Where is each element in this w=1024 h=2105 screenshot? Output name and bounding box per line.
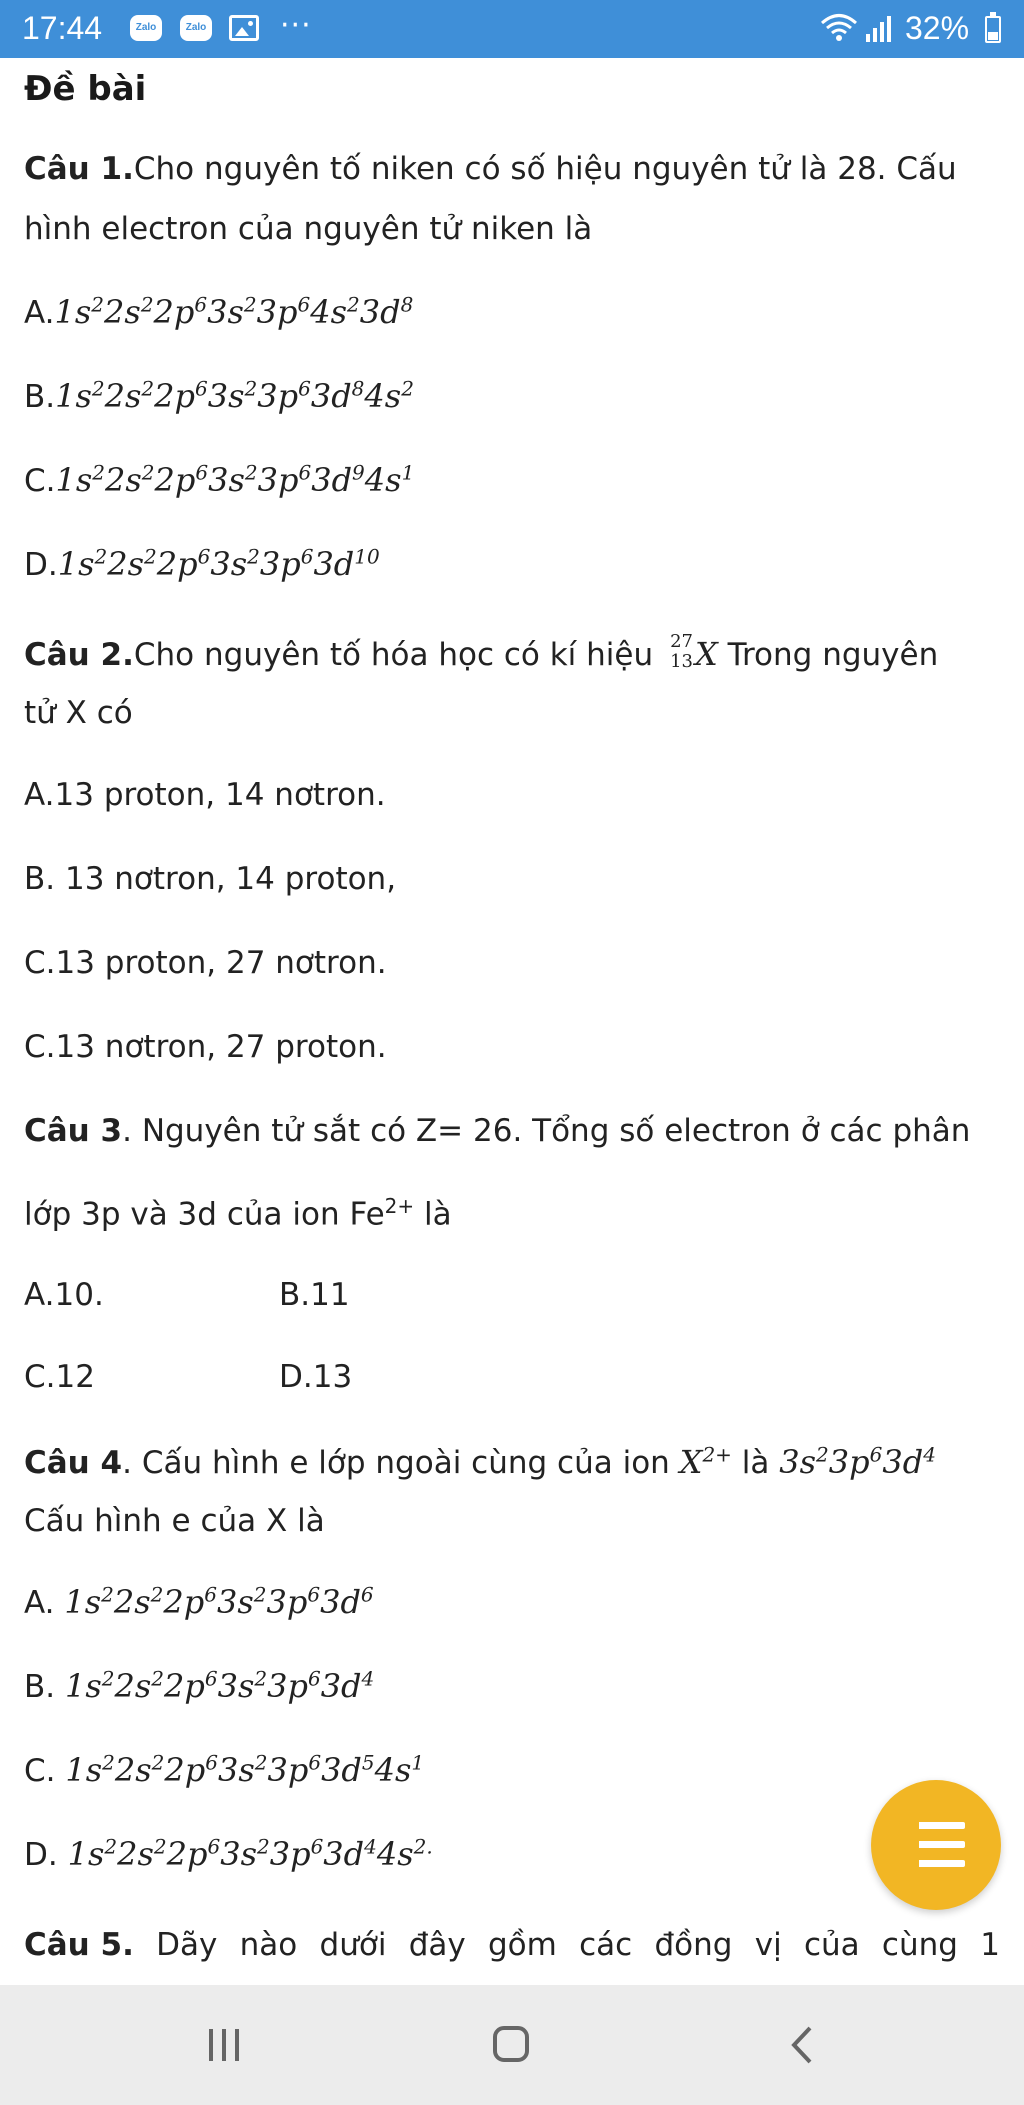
- q3-option-b[interactable]: B.11: [279, 1277, 350, 1313]
- q3-line2: lớp 3p và 3d của ion $Fe^{2+}$ là: [24, 1194, 452, 1233]
- q1-option-b[interactable]: $B.1s^22s^22p^63s^23p^63d^84s^2$: [24, 376, 414, 415]
- q3-option-d[interactable]: D.13: [279, 1359, 353, 1395]
- wifi-icon: [820, 12, 858, 44]
- q4-option-a[interactable]: A. $1s^22s^22p^63s^23p^63d^6$: [24, 1582, 374, 1621]
- q1-text: Cho nguyên tố niken có số hiệu nguyên tử là 28. Cấu: [133, 151, 957, 187]
- zalo-notification-icon: Zalo: [180, 15, 212, 41]
- table-of-contents-button[interactable]: [871, 1780, 1001, 1910]
- nuclide-symbol: 27 13: [670, 631, 693, 672]
- q2-option-d[interactable]: C.13 nơtron, 27 proton.: [24, 1029, 387, 1065]
- q1-line1: [24, 148, 957, 191]
- q3-line1: Câu 3. Nguyên tử sắt có Z= 26. Tổng số electron ở các phân: [24, 1113, 971, 1149]
- gallery-notification-icon: [229, 15, 259, 41]
- q1-label: Câu 1.: [24, 151, 134, 187]
- battery-percent: 32%: [905, 10, 970, 46]
- back-button[interactable]: [790, 2025, 814, 2065]
- q4-option-b[interactable]: B. $1s^22s^22p^63s^23p^63d^4$: [24, 1666, 375, 1705]
- q2-option-a[interactable]: A.13 proton, 14 nơtron.: [24, 777, 386, 813]
- q1-option-d[interactable]: $D.1s^22s^22p^63s^23p^63d^{10}$: [24, 544, 380, 583]
- q3-option-a[interactable]: A.10.: [24, 1277, 104, 1313]
- more-notifications-icon: ···: [280, 8, 312, 43]
- q1-line2: hình electron của nguyên tử niken là: [24, 211, 593, 247]
- q2-option-c[interactable]: C.13 proton, 27 nơtron.: [24, 945, 387, 981]
- home-button[interactable]: [493, 2026, 529, 2062]
- q4-option-d[interactable]: D. $1s^22s^22p^63s^23p^63d^44s^{2.}$: [24, 1834, 433, 1873]
- q4-line2: Cấu hình e của X là: [24, 1503, 325, 1539]
- q2-option-b[interactable]: B. 13 nơtron, 14 proton,: [24, 861, 397, 897]
- q1-option-c[interactable]: $C.1s^22s^22p^63s^23p^63d^94s^1$: [24, 460, 415, 499]
- q5-line1: Câu 5. Dãy nào dưới đây gồm các đồng vị của cùng 1: [24, 1927, 1000, 1963]
- q1-option-a[interactable]: $A.1s^22s^22p^63s^23p^64s^23d^8$: [24, 292, 414, 331]
- status-time: 17:44: [22, 10, 103, 46]
- page-title: Đề bài: [24, 69, 147, 109]
- q2-line1: Câu 2.Cho nguyên tố hóa học có kí hiệu 27 13 X Trong nguyên: [24, 631, 939, 673]
- battery-icon: [985, 16, 1001, 43]
- zalo-notification-icon: Zalo: [130, 15, 162, 41]
- signal-icon: [864, 16, 894, 42]
- q4-option-c[interactable]: C. $1s^22s^22p^63s^23p^63d^54s^1$: [24, 1750, 425, 1789]
- q2-line2: tử X có: [24, 695, 133, 731]
- q3-option-c[interactable]: C.12: [24, 1359, 95, 1395]
- list-icon: [907, 1822, 965, 1868]
- recent-apps-button[interactable]: [209, 2029, 239, 2061]
- system-navigation-bar: [0, 1985, 1024, 2105]
- q4-line1: Câu 4. Cấu hình e lớp ngoài cùng của ion $X^{2+}$ là $3s^23p^63d^4$: [24, 1442, 936, 1481]
- status-bar: [0, 0, 1024, 58]
